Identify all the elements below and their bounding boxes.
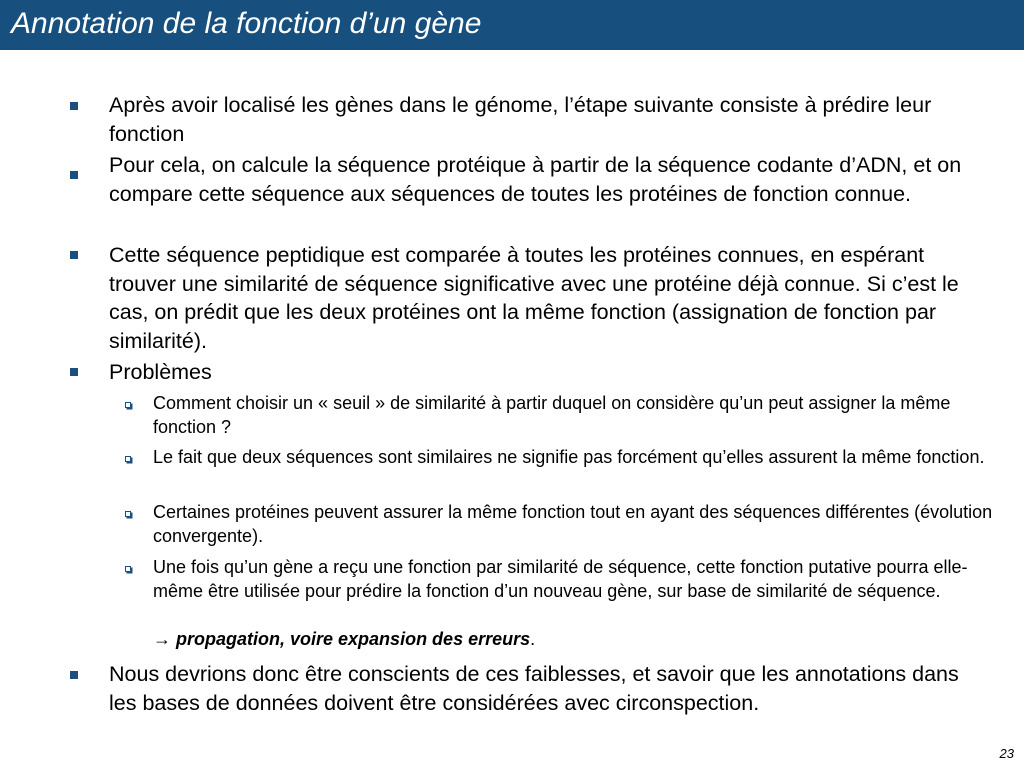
trailing-period: . (530, 629, 536, 649)
sub-bullet-text: Certaines protéines peuvent assurer la même fonction tout en ayant des séquences différentes (évolution convergente). (153, 502, 993, 546)
bullet-square-icon (70, 171, 78, 179)
sub-bullet-text: Une fois qu’un gène a reçu une fonction par similarité de séquence, cette fonction putative pourra elle-même être utilisée pour prédire la fonction d’un nouveau gène, sur base de similarité de séquence. (153, 557, 968, 601)
bullet-text: Pour cela, on calcule la séquence protéique à partir de la séquence codante d’ADN, et on compare cette séquence aux séquences de toutes les protéines de fonction connue. (109, 153, 962, 206)
bullet-text: Cette séquence peptidique est comparée à toutes les protéines connues, en espérant trouver une similarité de séquence significative avec une protéine déjà connue. Si c’est le cas, on prédit que les deux protéines ont la même fonction (assignation de fonction par similarité). (109, 243, 959, 353)
emphasis-text: propagation, voire expansion des erreurs (176, 629, 531, 649)
conclusion-line (153, 628, 993, 652)
bullet-square-icon (70, 368, 78, 376)
bullet-text: Après avoir localisé les gènes dans le génome, l’étape suivante consiste à prédire leur fonction (109, 93, 932, 146)
arrow-icon: → (153, 629, 171, 649)
bullet-square-icon (70, 251, 78, 259)
sub-bullet-box-icon (125, 402, 131, 408)
sub-bullet-box-icon (125, 511, 131, 517)
sub-bullet-text: Comment choisir un « seuil » de similarité à partir duquel on considère qu’un peut assigner la même fonction ? (153, 393, 951, 437)
sub-bullet-text: Le fait que deux séquences sont similaires ne signifie pas forcément qu’elles assurent la même fonction. (153, 447, 985, 467)
sub-bullet-box-icon (125, 456, 131, 462)
slide-title: Annotation de la fonction d’un gène (11, 7, 482, 40)
page-number: 23 (999, 746, 1014, 761)
bullet-text: Nous devrions donc être conscients de ces faiblesses, et savoir que les annotations dans les bases de données doivent être considérées avec circonspection. (109, 662, 959, 715)
sub-bullet-box-icon (125, 566, 131, 572)
bullet-square-icon (70, 102, 78, 110)
bullet-square-icon (70, 671, 78, 679)
bullet-text: Problèmes (109, 360, 212, 384)
